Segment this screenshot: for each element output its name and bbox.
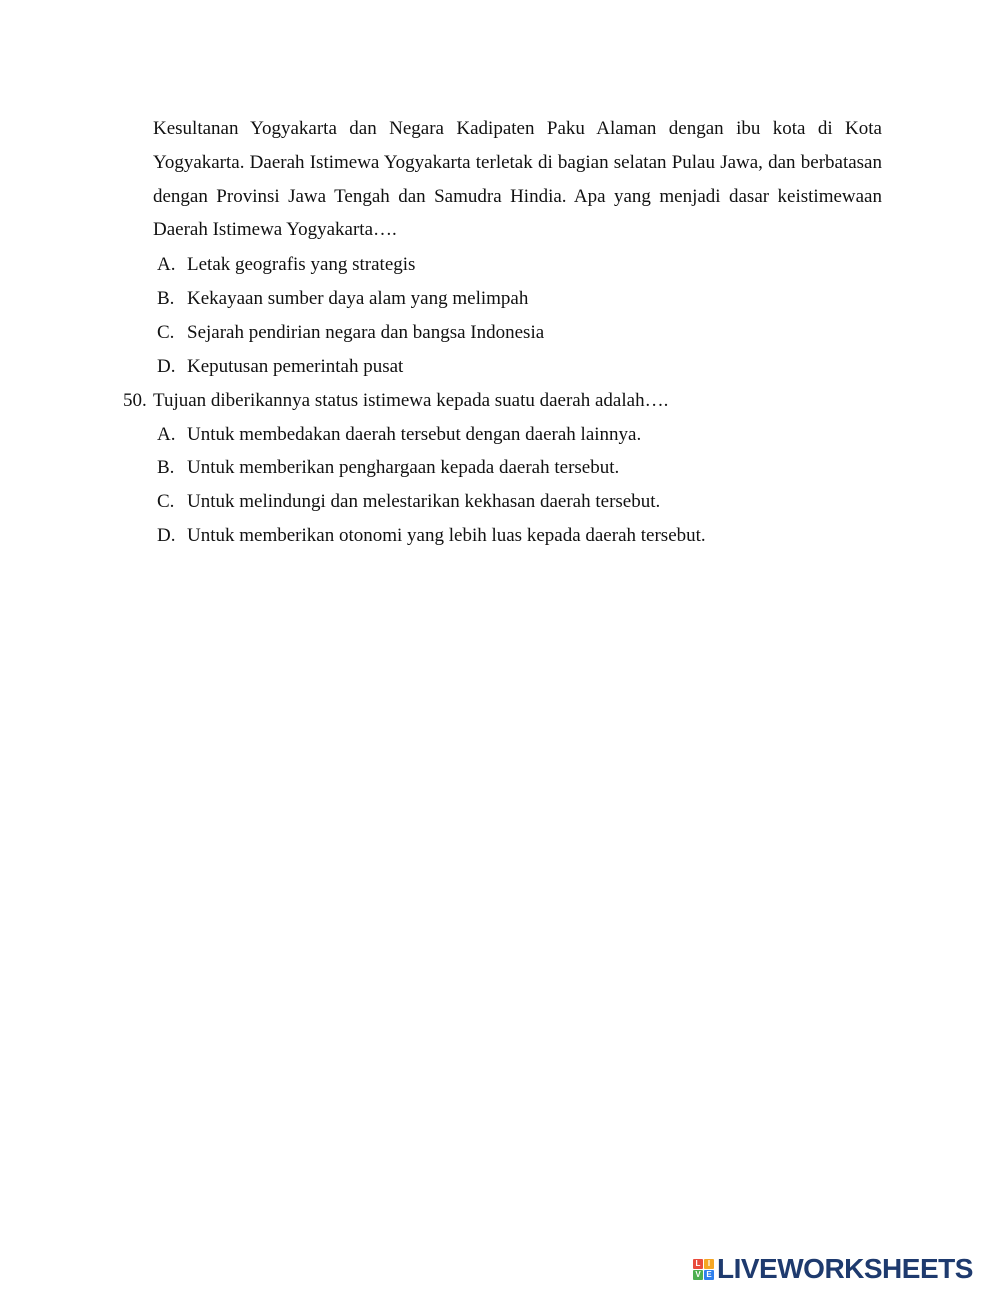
question-49-text: Kesultanan Yogyakarta dan Negara Kadipaten Paku Alaman dengan ibu kota di Kota Yogyakarta. Daerah Istimewa Yogyakarta terletak di bagian selatan Pulau Jawa, dan berbatasan dengan Provinsi Jawa Tengah dan Samudra Hindia. Apa yang menjadi dasar keistimewaan Daerah Istimewa Yogyakarta…. (153, 118, 882, 241)
option-letter: B. (157, 457, 175, 478)
q50-option-c (157, 490, 660, 514)
q50-option-d (157, 524, 706, 548)
logo-blocks-icon (693, 1259, 714, 1280)
option-letter: A. (157, 254, 176, 275)
option-letter: C. (157, 491, 175, 512)
option-letter: B. (157, 288, 175, 309)
logo-block-v: V (693, 1270, 703, 1280)
liveworksheets-logo (693, 1254, 973, 1284)
option-letter: A. (157, 424, 176, 445)
option-text: Untuk melindungi dan melestarikan kekhasan daerah tersebut. (187, 491, 661, 512)
logo-block-e: E (704, 1270, 714, 1280)
option-text: Untuk memberikan otonomi yang lebih luas kepada daerah tersebut. (187, 525, 706, 546)
logo-block-l: L (693, 1259, 703, 1269)
question-text: Tujuan diberikannya status istimewa kepada suatu daerah adalah…. (153, 390, 669, 411)
q49-option-c (157, 321, 544, 345)
option-text: Sejarah pendirian negara dan bangsa Indonesia (187, 322, 545, 343)
logo-block-i: I (704, 1259, 714, 1269)
q50-option-b (157, 456, 619, 480)
q49-option-b (157, 287, 528, 311)
option-letter: D. (157, 356, 176, 377)
option-text: Keputusan pemerintah pusat (187, 356, 404, 377)
option-text: Kekayaan sumber daya alam yang melimpah (187, 288, 529, 309)
option-letter: C. (157, 322, 175, 343)
q50-option-a (157, 423, 641, 447)
option-text: Untuk membedakan daerah tersebut dengan daerah lainnya. (187, 424, 642, 445)
question-number: 50. (123, 390, 147, 411)
option-text: Letak geografis yang strategis (187, 254, 416, 275)
logo-text: LIVEWORKSHEETS (717, 1253, 973, 1284)
q49-option-a (157, 253, 415, 277)
question-50 (123, 389, 668, 413)
option-letter: D. (157, 525, 176, 546)
q49-option-d (157, 355, 403, 379)
option-text: Untuk memberikan penghargaan kepada daerah tersebut. (187, 457, 620, 478)
